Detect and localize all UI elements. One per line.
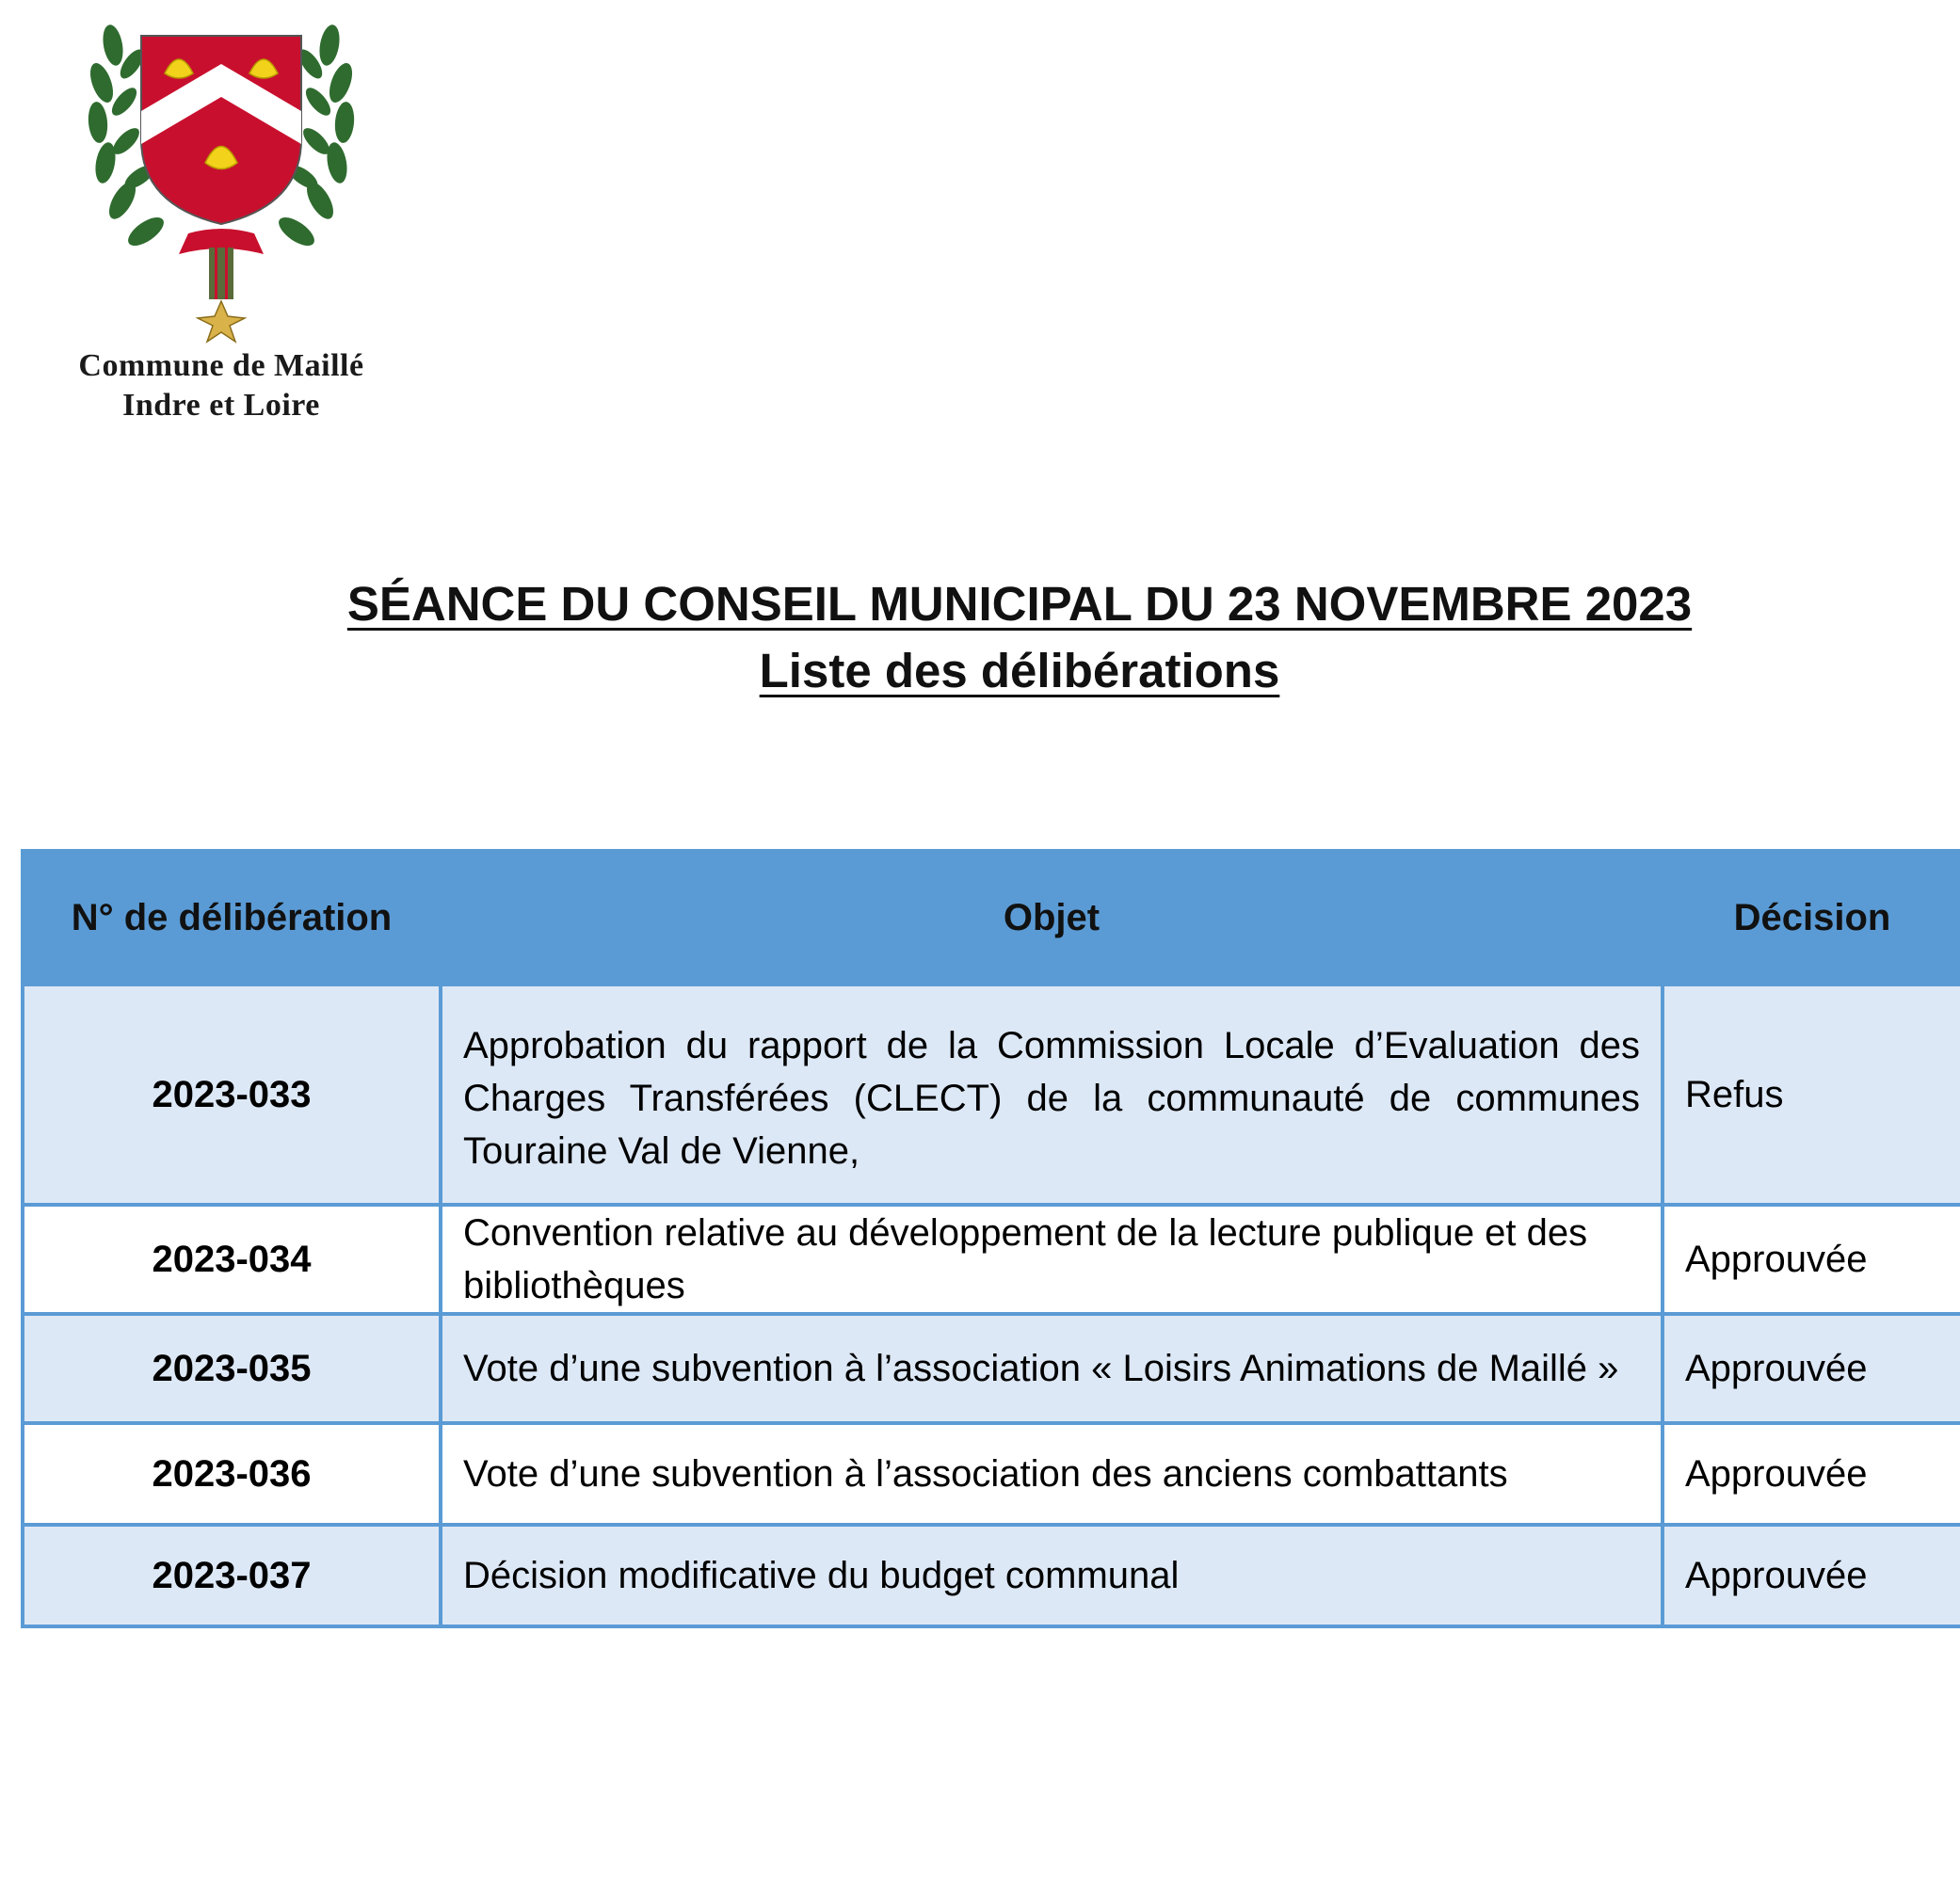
page-subtitle: Liste des délibérations <box>759 644 1280 697</box>
coat-of-arms-icon <box>85 8 358 346</box>
table-row <box>23 1423 1960 1525</box>
department-name: Indre et Loire <box>122 388 320 423</box>
deliberation-number: 2023-034 <box>23 1205 441 1314</box>
deliberation-decision: Approuvée <box>1663 1205 1960 1314</box>
deliberation-number: 2023-036 <box>23 1423 441 1525</box>
deliberation-number: 2023-037 <box>23 1525 441 1626</box>
header-decision: Décision <box>1663 851 1960 985</box>
deliberation-decision: Approuvée <box>1663 1314 1960 1423</box>
deliberation-number: 2023-033 <box>23 985 441 1205</box>
table-row <box>23 985 1960 1205</box>
page-title: SÉANCE DU CONSEIL MUNICIPAL DU 23 NOVEMBRE 2023 <box>346 577 1693 631</box>
commune-logo <box>47 8 395 422</box>
deliberation-objet: Vote d’une subvention à l’association des anciens combattants <box>441 1423 1663 1525</box>
deliberation-number: 2023-035 <box>23 1314 441 1423</box>
deliberations-table <box>21 849 1960 1628</box>
deliberation-decision: Refus <box>1663 985 1960 1205</box>
header-deliberation-number: N° de délibération <box>23 851 441 985</box>
table-row <box>23 1205 1960 1314</box>
deliberation-objet: Décision modificative du budget communal <box>441 1525 1663 1626</box>
deliberation-decision: Approuvée <box>1663 1525 1960 1626</box>
table-row <box>23 1525 1960 1626</box>
table-header-row <box>23 851 1960 985</box>
deliberation-objet: Approbation du rapport de la Commission Locale d’Evaluation des Charges Transférées (CLECT) de la communauté de communes Touraine Val de Vienne, <box>441 985 1663 1205</box>
deliberation-objet: Vote d’une subvention à l’association « Loisirs Animations de Maillé » <box>441 1314 1663 1423</box>
deliberation-decision: Approuvée <box>1663 1423 1960 1525</box>
table-row <box>23 1314 1960 1423</box>
header-objet: Objet <box>441 851 1663 985</box>
deliberation-objet: Convention relative au développement de la lecture publique et des bibliothèques <box>441 1205 1663 1314</box>
commune-name: Commune de Maillé <box>78 348 364 383</box>
